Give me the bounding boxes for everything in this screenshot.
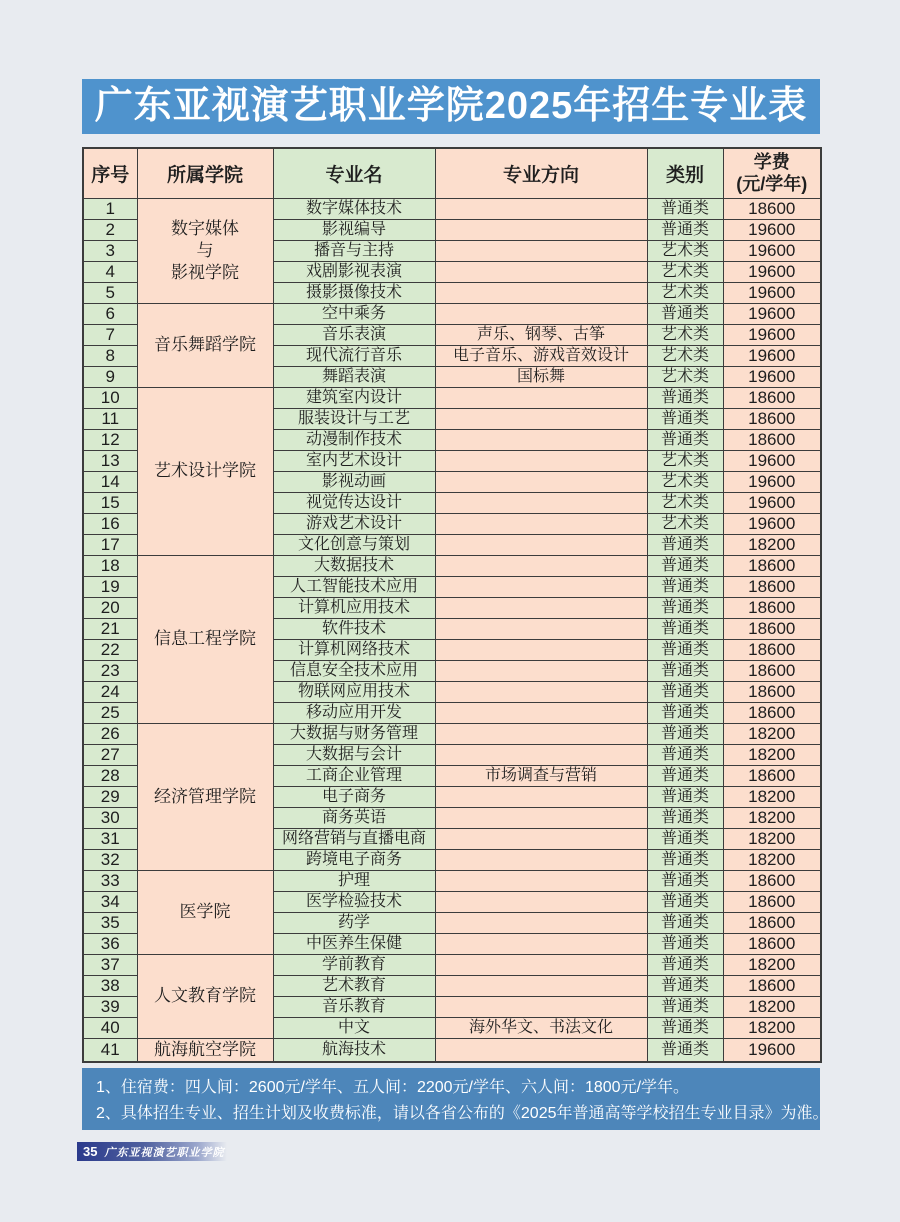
category-cell: 普通类 <box>647 849 723 870</box>
fee-cell: 18200 <box>723 1017 821 1038</box>
category-cell: 普通类 <box>647 912 723 933</box>
admissions-table <box>82 147 822 1063</box>
row-index-cell: 10 <box>83 387 137 408</box>
major-cell: 中文 <box>273 1017 435 1038</box>
category-cell: 普通类 <box>647 723 723 744</box>
fee-cell: 18600 <box>723 576 821 597</box>
row-index-cell: 16 <box>83 513 137 534</box>
category-cell: 艺术类 <box>647 345 723 366</box>
direction-cell <box>435 828 647 849</box>
category-cell: 艺术类 <box>647 366 723 387</box>
row-index-cell: 4 <box>83 261 137 282</box>
row-index-cell: 41 <box>83 1038 137 1062</box>
row-index-cell: 20 <box>83 597 137 618</box>
category-cell: 普通类 <box>647 702 723 723</box>
direction-cell: 国标舞 <box>435 366 647 387</box>
row-index-cell: 9 <box>83 366 137 387</box>
direction-cell <box>435 870 647 891</box>
direction-cell <box>435 933 647 954</box>
row-index-cell: 40 <box>83 1017 137 1038</box>
table-row <box>83 870 821 891</box>
fee-cell: 18600 <box>723 198 821 219</box>
major-cell: 舞蹈表演 <box>273 366 435 387</box>
table-row <box>83 1038 821 1062</box>
row-index-cell: 19 <box>83 576 137 597</box>
direction-cell <box>435 513 647 534</box>
major-cell: 中医养生保健 <box>273 933 435 954</box>
direction-cell <box>435 261 647 282</box>
category-cell: 普通类 <box>647 198 723 219</box>
college-name-line: 人文教育学院 <box>154 986 256 1005</box>
major-cell: 游戏艺术设计 <box>273 513 435 534</box>
row-index-cell: 29 <box>83 786 137 807</box>
col-header-college: 所属学院 <box>137 148 273 198</box>
category-cell: 普通类 <box>647 1038 723 1062</box>
direction-cell <box>435 723 647 744</box>
category-cell: 艺术类 <box>647 450 723 471</box>
category-cell: 普通类 <box>647 219 723 240</box>
fee-cell: 18200 <box>723 849 821 870</box>
direction-cell <box>435 702 647 723</box>
fee-cell: 18600 <box>723 597 821 618</box>
fee-cell: 19600 <box>723 261 821 282</box>
major-cell: 空中乘务 <box>273 303 435 324</box>
category-cell: 普通类 <box>647 681 723 702</box>
row-index-cell: 26 <box>83 723 137 744</box>
major-cell: 移动应用开发 <box>273 702 435 723</box>
fee-cell: 18600 <box>723 912 821 933</box>
direction-cell <box>435 786 647 807</box>
row-index-cell: 31 <box>83 828 137 849</box>
row-index-cell: 12 <box>83 429 137 450</box>
category-cell: 普通类 <box>647 597 723 618</box>
fee-cell: 18600 <box>723 639 821 660</box>
notes-box <box>82 1068 829 1130</box>
category-cell: 普通类 <box>647 744 723 765</box>
college-name-line: 经济管理学院 <box>154 786 256 806</box>
college-cell <box>137 198 273 303</box>
category-cell: 普通类 <box>647 933 723 954</box>
category-cell: 普通类 <box>647 429 723 450</box>
row-index-cell: 22 <box>83 639 137 660</box>
col-header-fee <box>723 148 821 198</box>
direction-cell: 海外华文、书法文化 <box>435 1017 647 1038</box>
table-row <box>83 303 821 324</box>
col-header-direction: 专业方向 <box>435 148 647 198</box>
college-name-line: 数字媒体 <box>171 218 239 238</box>
major-cell: 建筑室内设计 <box>273 387 435 408</box>
college-name-line: 艺术设计学院 <box>154 461 256 480</box>
row-index-cell: 23 <box>83 660 137 681</box>
major-cell: 工商企业管理 <box>273 765 435 786</box>
direction-cell <box>435 1038 647 1062</box>
college-name-line: 与 <box>196 240 214 260</box>
fee-cell: 18600 <box>723 429 821 450</box>
fee-cell: 19600 <box>723 303 821 324</box>
major-cell: 软件技术 <box>273 618 435 639</box>
major-cell: 影视动画 <box>273 471 435 492</box>
fee-cell: 19600 <box>723 492 821 513</box>
category-cell: 艺术类 <box>647 240 723 261</box>
note-line-1: 1、住宿费：四人间：2600元/学年、五人间：2200元/学年、六人间：1800元/学年。 <box>96 1079 690 1096</box>
fee-cell: 18200 <box>723 723 821 744</box>
major-cell: 人工智能技术应用 <box>273 576 435 597</box>
direction-cell <box>435 996 647 1017</box>
fee-cell: 19600 <box>723 219 821 240</box>
category-cell: 普通类 <box>647 303 723 324</box>
fee-cell: 19600 <box>723 1038 821 1062</box>
direction-cell <box>435 975 647 996</box>
major-cell: 信息安全技术应用 <box>273 660 435 681</box>
school-name: 广东亚视演艺职业学院 <box>104 1146 225 1159</box>
category-cell: 普通类 <box>647 555 723 576</box>
row-index-cell: 11 <box>83 408 137 429</box>
category-cell: 普通类 <box>647 891 723 912</box>
fee-cell: 18600 <box>723 555 821 576</box>
direction-cell <box>435 492 647 513</box>
category-cell: 普通类 <box>647 807 723 828</box>
fee-cell: 18200 <box>723 954 821 975</box>
direction-cell <box>435 807 647 828</box>
college-name-line: 航海航空学院 <box>154 1039 256 1059</box>
row-index-cell: 34 <box>83 891 137 912</box>
major-cell: 摄影摄像技术 <box>273 282 435 303</box>
major-cell: 艺术教育 <box>273 975 435 996</box>
row-index-cell: 14 <box>83 471 137 492</box>
row-index-cell: 21 <box>83 618 137 639</box>
page-footer-badge <box>77 1142 227 1161</box>
college-name-line: 医学院 <box>179 902 231 921</box>
major-cell: 物联网应用技术 <box>273 681 435 702</box>
fee-cell: 18600 <box>723 618 821 639</box>
direction-cell <box>435 639 647 660</box>
row-index-cell: 33 <box>83 870 137 891</box>
major-cell: 大数据与会计 <box>273 744 435 765</box>
table-row <box>83 723 821 744</box>
fee-cell: 19600 <box>723 366 821 387</box>
college-cell <box>137 303 273 387</box>
direction-cell <box>435 849 647 870</box>
page-number: 35 <box>83 1144 98 1159</box>
fee-cell: 18200 <box>723 534 821 555</box>
direction-cell: 声乐、钢琴、古筝 <box>435 324 647 345</box>
fee-cell: 18600 <box>723 933 821 954</box>
table-body <box>83 198 821 1062</box>
major-cell: 现代流行音乐 <box>273 345 435 366</box>
major-cell: 电子商务 <box>273 786 435 807</box>
fee-header-line1: 学费 <box>753 151 790 172</box>
college-cell <box>137 1038 273 1062</box>
direction-cell <box>435 597 647 618</box>
college-cell <box>137 870 273 954</box>
col-header-major: 专业名 <box>273 148 435 198</box>
major-cell: 播音与主持 <box>273 240 435 261</box>
category-cell: 普通类 <box>647 639 723 660</box>
major-cell: 网络营销与直播电商 <box>273 828 435 849</box>
row-index-cell: 38 <box>83 975 137 996</box>
row-index-cell: 8 <box>83 345 137 366</box>
fee-cell: 18200 <box>723 744 821 765</box>
row-index-cell: 24 <box>83 681 137 702</box>
direction-cell <box>435 576 647 597</box>
direction-cell <box>435 912 647 933</box>
category-cell: 艺术类 <box>647 492 723 513</box>
fee-cell: 18600 <box>723 702 821 723</box>
table-row <box>83 555 821 576</box>
major-cell: 跨境电子商务 <box>273 849 435 870</box>
row-index-cell: 15 <box>83 492 137 513</box>
major-cell: 商务英语 <box>273 807 435 828</box>
direction-cell <box>435 198 647 219</box>
major-cell: 计算机应用技术 <box>273 597 435 618</box>
row-index-cell: 36 <box>83 933 137 954</box>
fee-cell: 19600 <box>723 450 821 471</box>
category-cell: 普通类 <box>647 975 723 996</box>
category-cell: 普通类 <box>647 660 723 681</box>
category-cell: 普通类 <box>647 387 723 408</box>
table-row <box>83 198 821 219</box>
major-cell: 音乐表演 <box>273 324 435 345</box>
direction-cell <box>435 387 647 408</box>
major-cell: 药学 <box>273 912 435 933</box>
category-cell: 普通类 <box>647 954 723 975</box>
row-index-cell: 1 <box>83 198 137 219</box>
fee-cell: 18200 <box>723 828 821 849</box>
row-index-cell: 28 <box>83 765 137 786</box>
table-header <box>83 148 821 198</box>
row-index-cell: 18 <box>83 555 137 576</box>
college-cell <box>137 555 273 723</box>
direction-cell <box>435 282 647 303</box>
college-name-line: 音乐舞蹈学院 <box>154 335 256 354</box>
row-index-cell: 17 <box>83 534 137 555</box>
row-index-cell: 32 <box>83 849 137 870</box>
major-cell: 服装设计与工艺 <box>273 408 435 429</box>
fee-cell: 18600 <box>723 387 821 408</box>
major-cell: 航海技术 <box>273 1038 435 1062</box>
direction-cell <box>435 303 647 324</box>
category-cell: 艺术类 <box>647 471 723 492</box>
college-name-line: 信息工程学院 <box>154 629 256 648</box>
college-name-line: 影视学院 <box>171 262 239 282</box>
direction-cell <box>435 555 647 576</box>
major-cell: 视觉传达设计 <box>273 492 435 513</box>
direction-cell <box>435 681 647 702</box>
fee-header-line2: (元/学年) <box>736 174 808 195</box>
fee-cell: 18600 <box>723 660 821 681</box>
category-cell: 普通类 <box>647 996 723 1017</box>
category-cell: 艺术类 <box>647 513 723 534</box>
direction-cell: 电子音乐、游戏音效设计 <box>435 345 647 366</box>
direction-cell <box>435 954 647 975</box>
table-row <box>83 387 821 408</box>
fee-cell: 19600 <box>723 513 821 534</box>
fee-cell: 18600 <box>723 408 821 429</box>
fee-cell: 18200 <box>723 786 821 807</box>
major-cell: 音乐教育 <box>273 996 435 1017</box>
category-cell: 普通类 <box>647 870 723 891</box>
direction-cell <box>435 471 647 492</box>
college-cell <box>137 387 273 555</box>
row-index-cell: 39 <box>83 996 137 1017</box>
major-cell: 数字媒体技术 <box>273 198 435 219</box>
direction-cell <box>435 744 647 765</box>
table-row <box>83 954 821 975</box>
row-index-cell: 27 <box>83 744 137 765</box>
fee-cell: 18600 <box>723 870 821 891</box>
row-index-cell: 13 <box>83 450 137 471</box>
category-cell: 普通类 <box>647 828 723 849</box>
row-index-cell: 5 <box>83 282 137 303</box>
direction-cell <box>435 534 647 555</box>
college-cell <box>137 723 273 870</box>
direction-cell <box>435 660 647 681</box>
category-cell: 普通类 <box>647 408 723 429</box>
direction-cell: 市场调查与营销 <box>435 765 647 786</box>
fee-cell: 18200 <box>723 996 821 1017</box>
major-cell: 文化创意与策划 <box>273 534 435 555</box>
fee-cell: 19600 <box>723 345 821 366</box>
category-cell: 普通类 <box>647 576 723 597</box>
major-cell: 影视编导 <box>273 219 435 240</box>
direction-cell <box>435 240 647 261</box>
direction-cell <box>435 891 647 912</box>
major-cell: 大数据技术 <box>273 555 435 576</box>
direction-cell <box>435 450 647 471</box>
category-cell: 普通类 <box>647 786 723 807</box>
fee-cell: 19600 <box>723 471 821 492</box>
direction-cell <box>435 618 647 639</box>
direction-cell <box>435 408 647 429</box>
category-cell: 艺术类 <box>647 282 723 303</box>
category-cell: 普通类 <box>647 1017 723 1038</box>
direction-cell <box>435 429 647 450</box>
category-cell: 艺术类 <box>647 324 723 345</box>
row-index-cell: 25 <box>83 702 137 723</box>
direction-cell <box>435 219 647 240</box>
col-header-category: 类别 <box>647 148 723 198</box>
major-cell: 动漫制作技术 <box>273 429 435 450</box>
category-cell: 艺术类 <box>647 261 723 282</box>
fee-cell: 19600 <box>723 282 821 303</box>
fee-cell: 19600 <box>723 240 821 261</box>
major-cell: 戏剧影视表演 <box>273 261 435 282</box>
page-title: 广东亚视演艺职业学院2025年招生专业表 <box>82 79 820 134</box>
row-index-cell: 35 <box>83 912 137 933</box>
fee-cell: 18600 <box>723 681 821 702</box>
category-cell: 普通类 <box>647 534 723 555</box>
row-index-cell: 37 <box>83 954 137 975</box>
header-row <box>83 148 821 198</box>
major-cell: 大数据与财务管理 <box>273 723 435 744</box>
major-cell: 室内艺术设计 <box>273 450 435 471</box>
row-index-cell: 6 <box>83 303 137 324</box>
row-index-cell: 3 <box>83 240 137 261</box>
major-cell: 学前教育 <box>273 954 435 975</box>
row-index-cell: 2 <box>83 219 137 240</box>
fee-cell: 18600 <box>723 765 821 786</box>
fee-cell: 18600 <box>723 975 821 996</box>
category-cell: 普通类 <box>647 765 723 786</box>
fee-cell: 18600 <box>723 891 821 912</box>
major-cell: 护理 <box>273 870 435 891</box>
fee-cell: 18200 <box>723 807 821 828</box>
major-cell: 计算机网络技术 <box>273 639 435 660</box>
fee-cell: 19600 <box>723 324 821 345</box>
note-line-2: 2、具体招生专业、招生计划及收费标准，请以各省公布的《2025年普通高等学校招生专业目录》为准。 <box>96 1105 829 1122</box>
college-cell <box>137 954 273 1038</box>
major-cell: 医学检验技术 <box>273 891 435 912</box>
row-index-cell: 30 <box>83 807 137 828</box>
category-cell: 普通类 <box>647 618 723 639</box>
col-header-index: 序号 <box>83 148 137 198</box>
row-index-cell: 7 <box>83 324 137 345</box>
